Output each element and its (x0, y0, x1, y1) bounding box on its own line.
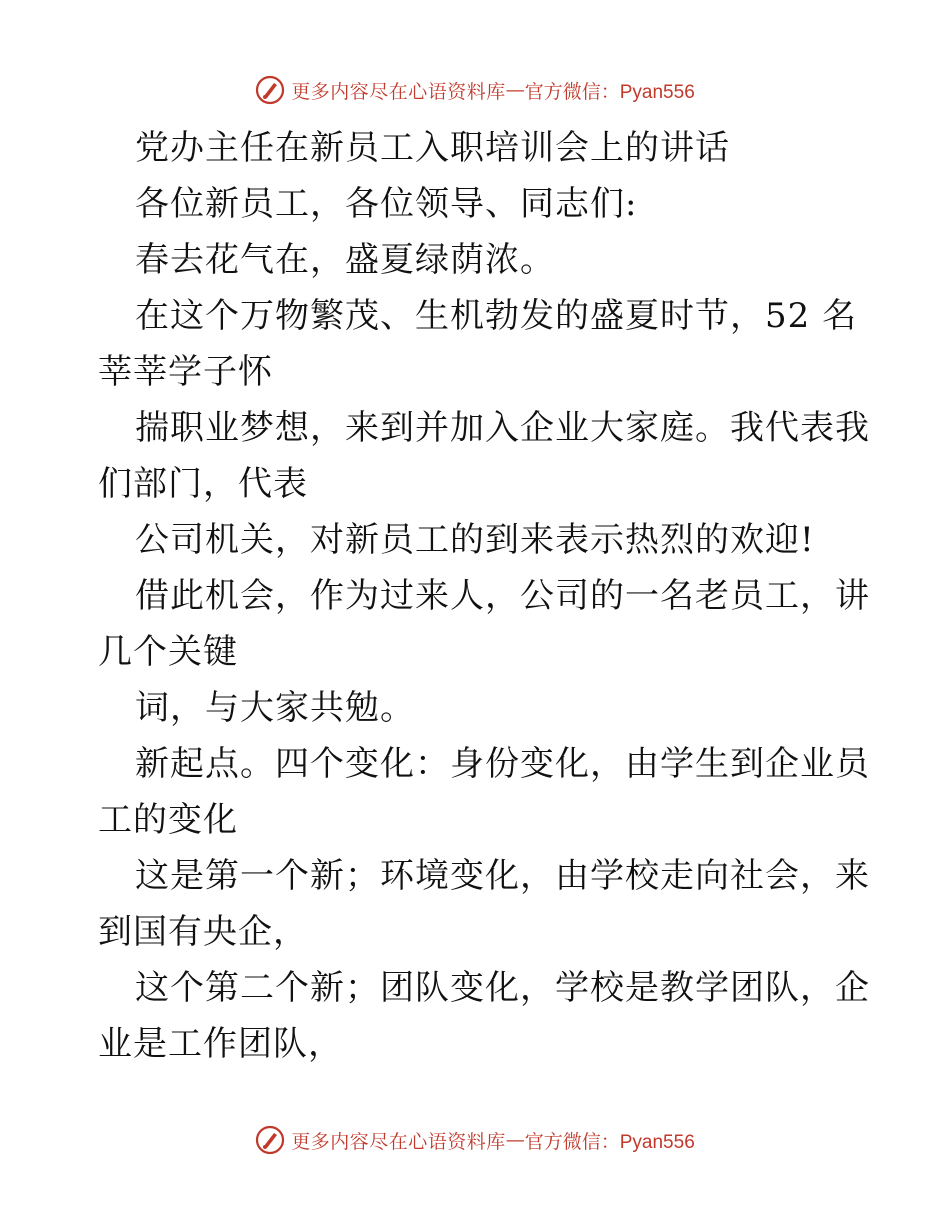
text-line: 莘莘学子怀 (98, 352, 273, 392)
text-line: 业是工作团队， (98, 1024, 343, 1064)
footer-text: 更多内容尽在心语资料库 (291, 1130, 506, 1153)
text-line: 揣职业梦想，来到并加入企业大家庭。我代表我 (135, 408, 870, 448)
text-line: 党办主任在新员工入职培训会上的讲话 (135, 128, 730, 168)
text-line: 们部门，代表 (98, 464, 308, 504)
text-line: 各位新员工，各位领导、同志们: (135, 184, 638, 224)
footer-contact: 官方微信：Pyan556 (524, 1131, 695, 1153)
text-line: 这个第二个新；团队变化，学校是教学团队，企 (135, 968, 870, 1008)
text-line: 这是第一个新；环境变化，由学校走向社会，来 (135, 856, 870, 896)
footer-banner (0, 1120, 950, 1160)
pen-logo-icon (255, 1125, 285, 1155)
text-line: 工的变化 (98, 800, 238, 840)
header-banner (0, 70, 950, 110)
text-line: 几个关键 (98, 632, 238, 672)
document-body (98, 120, 870, 1072)
text-line: 春去花气在，盛夏绿荫浓。 (135, 240, 555, 280)
text-line: 在这个万物繁茂、生机勃发的盛夏时节，52 名 (135, 296, 858, 336)
text-line: 新起点。四个变化：身份变化，由学生到企业员 (135, 744, 870, 784)
text-line: 到国有央企， (98, 912, 308, 952)
header-contact: 官方微信：Pyan556 (524, 81, 695, 103)
footer-separator: — (505, 1129, 525, 1151)
pen-logo-icon (255, 75, 285, 105)
header-separator: — (505, 79, 525, 101)
text-line: 词，与大家共勉。 (135, 688, 415, 728)
text-line: 公司机关，对新员工的到来表示热烈的欢迎! (135, 520, 815, 560)
header-text: 更多内容尽在心语资料库 (291, 80, 506, 103)
text-line: 借此机会，作为过来人，公司的一名老员工，讲 (135, 576, 870, 616)
